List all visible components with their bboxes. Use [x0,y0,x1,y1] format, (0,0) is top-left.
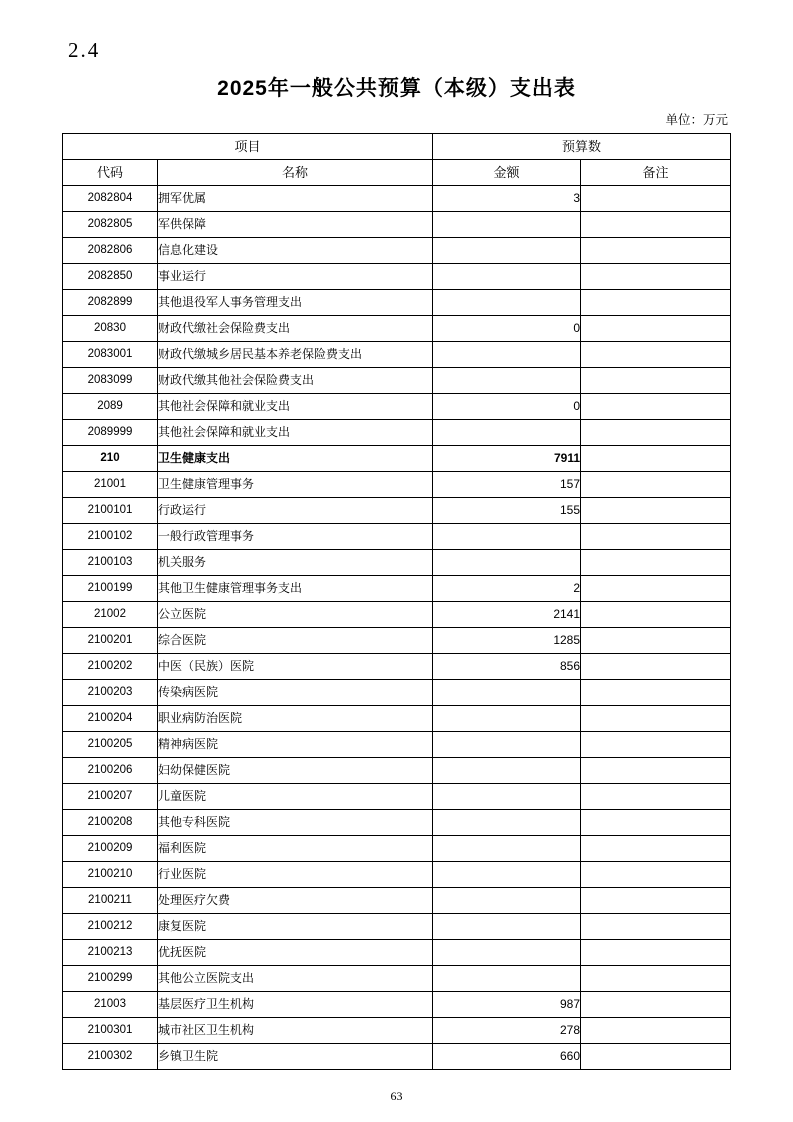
cell-note [581,862,731,888]
cell-code: 2100209 [63,836,158,862]
cell-amount: 155 [433,498,581,524]
cell-name: 一般行政管理事务 [158,524,433,550]
cell-amount: 278 [433,1018,581,1044]
cell-note [581,706,731,732]
cell-amount [433,264,581,290]
cell-code: 20830 [63,316,158,342]
cell-note [581,290,731,316]
cell-note [581,472,731,498]
table-row [63,784,731,810]
cell-name: 行业医院 [158,862,433,888]
column-header-code: 代码 [63,160,158,186]
cell-note [581,784,731,810]
cell-note [581,316,731,342]
cell-code: 2100199 [63,576,158,602]
table-row [63,394,731,420]
cell-note [581,342,731,368]
cell-amount [433,706,581,732]
cell-code: 21002 [63,602,158,628]
cell-note [581,654,731,680]
column-header-amount: 金额 [433,160,581,186]
cell-name: 军供保障 [158,212,433,238]
cell-name: 行政运行 [158,498,433,524]
cell-note [581,680,731,706]
cell-code: 210 [63,446,158,472]
cell-amount: 1285 [433,628,581,654]
cell-name: 基层医疗卫生机构 [158,992,433,1018]
table-row [63,862,731,888]
cell-name: 妇幼保健医院 [158,758,433,784]
cell-code: 2089 [63,394,158,420]
table-header-row [63,160,731,186]
cell-code: 2100206 [63,758,158,784]
cell-note [581,1018,731,1044]
cell-amount [433,862,581,888]
cell-name: 其他公立医院支出 [158,966,433,992]
cell-note [581,732,731,758]
cell-name: 传染病医院 [158,680,433,706]
cell-note [581,238,731,264]
page-number: 63 [390,1089,403,1103]
table-row [63,238,731,264]
cell-code: 21003 [63,992,158,1018]
cell-note [581,810,731,836]
cell-name: 事业运行 [158,264,433,290]
cell-name: 康复医院 [158,914,433,940]
cell-name: 处理医疗欠费 [158,888,433,914]
cell-code: 2100203 [63,680,158,706]
cell-name: 城市社区卫生机构 [158,1018,433,1044]
cell-code: 2083001 [63,342,158,368]
cell-amount: 7911 [433,446,581,472]
cell-note [581,628,731,654]
table-row [63,758,731,784]
table-row [63,316,731,342]
cell-name: 其他专科医院 [158,810,433,836]
cell-name: 财政代缴城乡居民基本养老保险费支出 [158,342,433,368]
cell-note [581,394,731,420]
cell-note [581,368,731,394]
cell-amount [433,888,581,914]
table-row [63,680,731,706]
cell-note [581,602,731,628]
cell-name: 财政代缴社会保险费支出 [158,316,433,342]
table-group-header-row [63,134,731,160]
cell-code: 2100208 [63,810,158,836]
budget-table [62,133,731,1070]
cell-code: 2100212 [63,914,158,940]
cell-code: 2100302 [63,1044,158,1070]
column-header-name: 名称 [158,160,433,186]
cell-name: 其他社会保障和就业支出 [158,394,433,420]
cell-amount [433,784,581,810]
table-row [63,940,731,966]
cell-note [581,576,731,602]
table-row [63,602,731,628]
cell-name: 机关服务 [158,550,433,576]
page-title: 2025年一般公共预算（本级）支出表 [217,77,576,100]
cell-name: 职业病防治医院 [158,706,433,732]
cell-amount: 2141 [433,602,581,628]
table-row [63,186,731,212]
unit-label: 单位：万元 [665,113,728,127]
cell-code: 2100301 [63,1018,158,1044]
cell-note [581,446,731,472]
cell-name: 其他卫生健康管理事务支出 [158,576,433,602]
column-header-note: 备注 [581,160,731,186]
cell-note [581,420,731,446]
table-row [63,836,731,862]
table-row [63,264,731,290]
cell-name: 财政代缴其他社会保险费支出 [158,368,433,394]
cell-note [581,186,731,212]
cell-name: 信息化建设 [158,238,433,264]
cell-code: 2082805 [63,212,158,238]
table-row [63,810,731,836]
table-row [63,732,731,758]
cell-note [581,1044,731,1070]
cell-code: 2089999 [63,420,158,446]
cell-name: 优抚医院 [158,940,433,966]
cell-code: 2100213 [63,940,158,966]
cell-amount [433,238,581,264]
cell-note [581,914,731,940]
table-row [63,550,731,576]
cell-name: 其他退役军人事务管理支出 [158,290,433,316]
cell-amount [433,290,581,316]
table-row [63,706,731,732]
cell-amount [433,680,581,706]
group-header-budget: 预算数 [433,134,731,160]
table-row [63,472,731,498]
cell-name: 公立医院 [158,602,433,628]
cell-code: 2082806 [63,238,158,264]
cell-note [581,264,731,290]
cell-amount: 157 [433,472,581,498]
cell-note [581,836,731,862]
cell-note [581,758,731,784]
cell-code: 2100210 [63,862,158,888]
table-row [63,1018,731,1044]
cell-code: 2100207 [63,784,158,810]
cell-code: 2100102 [63,524,158,550]
cell-name: 乡镇卫生院 [158,1044,433,1070]
table-row [63,992,731,1018]
table-body [63,186,731,1070]
cell-code: 2082899 [63,290,158,316]
table-row [63,524,731,550]
cell-note [581,888,731,914]
cell-name: 综合医院 [158,628,433,654]
cell-code: 2100299 [63,966,158,992]
cell-code: 2100211 [63,888,158,914]
cell-amount [433,368,581,394]
table-row [63,914,731,940]
cell-code: 2100201 [63,628,158,654]
cell-code: 2100205 [63,732,158,758]
cell-amount [433,420,581,446]
cell-amount [433,342,581,368]
cell-amount: 3 [433,186,581,212]
table-row [63,368,731,394]
table-row [63,576,731,602]
cell-name: 中医（民族）医院 [158,654,433,680]
cell-name: 卫生健康支出 [158,446,433,472]
cell-note [581,966,731,992]
cell-name: 精神病医院 [158,732,433,758]
cell-amount [433,810,581,836]
table-row [63,888,731,914]
cell-note [581,524,731,550]
cell-amount: 987 [433,992,581,1018]
cell-code: 2100101 [63,498,158,524]
table-row [63,628,731,654]
cell-amount [433,758,581,784]
cell-note [581,498,731,524]
table-row [63,212,731,238]
cell-amount [433,940,581,966]
cell-amount [433,966,581,992]
cell-code: 2083099 [63,368,158,394]
cell-code: 2100103 [63,550,158,576]
cell-code: 2100202 [63,654,158,680]
group-header-item: 项目 [63,134,433,160]
table-row [63,342,731,368]
cell-code: 21001 [63,472,158,498]
cell-amount [433,914,581,940]
cell-name: 儿童医院 [158,784,433,810]
table-row [63,498,731,524]
table-row [63,966,731,992]
cell-name: 拥军优属 [158,186,433,212]
cell-amount: 856 [433,654,581,680]
cell-amount: 2 [433,576,581,602]
cell-note [581,992,731,1018]
table-row [63,420,731,446]
cell-code: 2100204 [63,706,158,732]
cell-amount: 0 [433,316,581,342]
cell-amount [433,524,581,550]
cell-code: 2082804 [63,186,158,212]
cell-amount [433,550,581,576]
cell-amount: 0 [433,394,581,420]
cell-amount [433,732,581,758]
table-row [63,1044,731,1070]
table-row [63,446,731,472]
cell-name: 其他社会保障和就业支出 [158,420,433,446]
table-row [63,654,731,680]
cell-amount: 660 [433,1044,581,1070]
cell-name: 卫生健康管理事务 [158,472,433,498]
cell-note [581,940,731,966]
cell-note [581,550,731,576]
cell-amount [433,212,581,238]
cell-amount [433,836,581,862]
cell-code: 2082850 [63,264,158,290]
cell-note [581,212,731,238]
cell-name: 福利医院 [158,836,433,862]
section-number: 2.4 [68,38,101,62]
table-row [63,290,731,316]
